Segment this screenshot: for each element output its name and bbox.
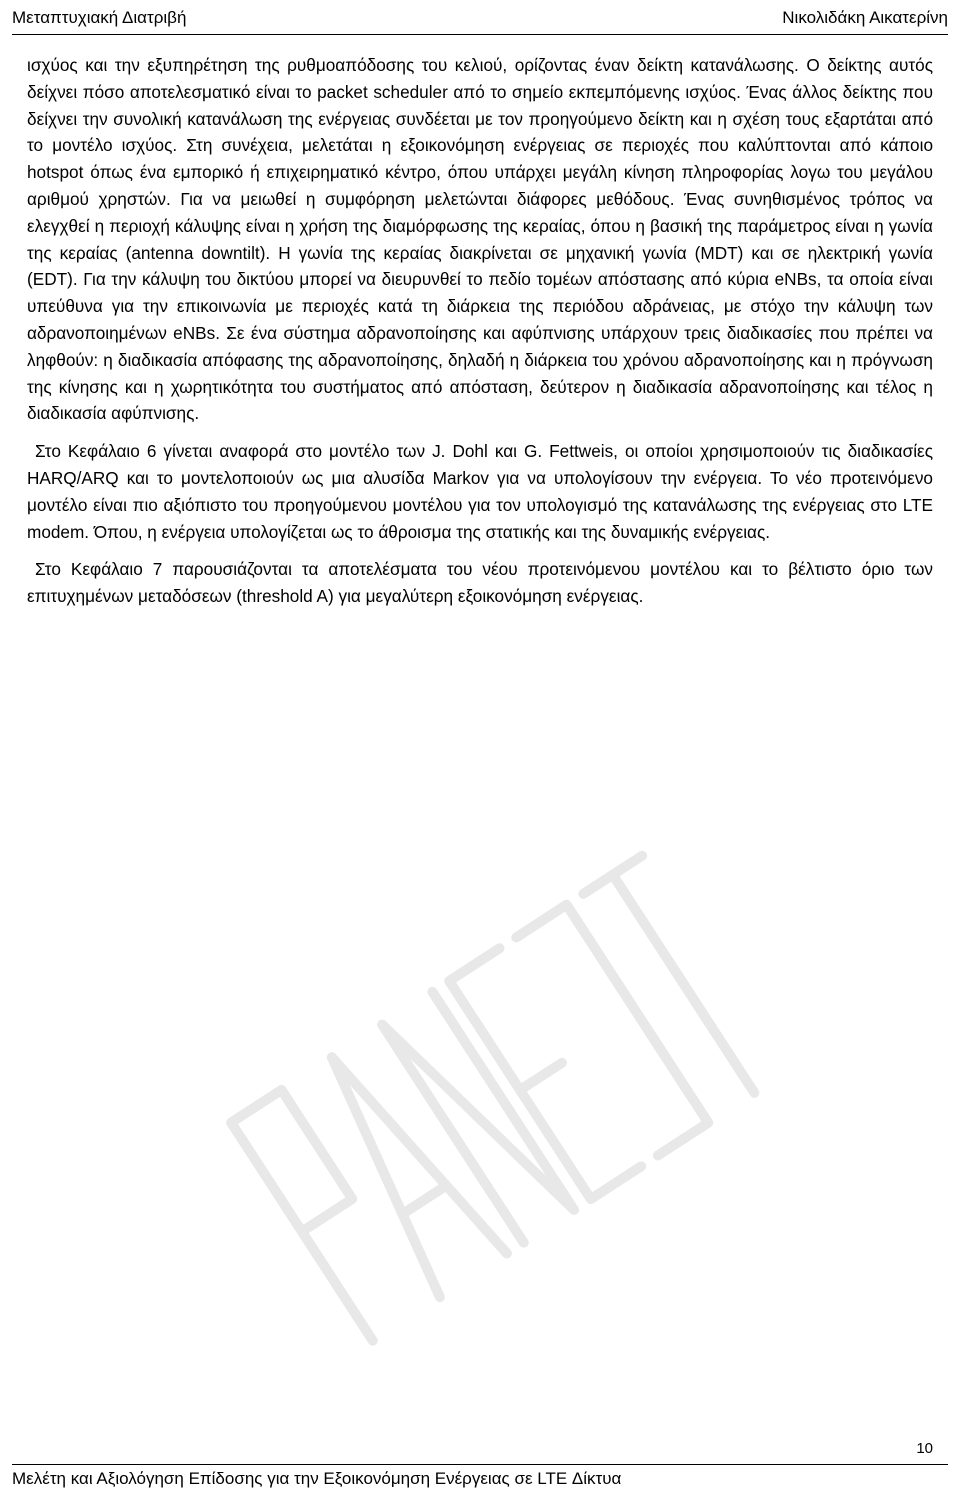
header-author-name: Νικολιδάκη Αικατερίνη bbox=[782, 8, 948, 27]
page-footer: Μελέτη και Αξιολόγηση Επίδοσης για την Εξοικονόμηση Ενέργειας σε LTE Δίκτυα bbox=[12, 1464, 948, 1489]
paragraph-2: Στο Κεφάλαιο 6 γίνεται αναφορά στο μοντέλο των J. Dohl και G. Fettweis, οι οποίοι χρησιμοποιούν τις διαδικασίες HARQ/ARQ και το μοντελοποιούν ως μια αλυσίδα Markov για να υπολογίσουν την ενέργεια. Το νέο προτεινόμενο μοντέλο είναι πιο αξιόπιστο του προηγούμενου μοντέλου για τον υπολογισμό της κατανάλωσης της ενέργειας στο LTE modem. Όπου, η ενέργεια υπολογίζεται ως το άθροισμα της στατικής και της δυναμικής ενέργειας. bbox=[27, 441, 933, 542]
page-header bbox=[12, 8, 948, 35]
paragraph-3: Στο Κεφάλαιο 7 παρουσιάζονται τα αποτελέσματα του νέου προτεινόμενου μοντέλου και το βέλτιστο όριο των επιτυχημένων μεταδόσεων (threshold A) για μεγαλύτερη εξοικονόμηση ενέργειας. bbox=[27, 559, 933, 607]
paragraph-1: ισχύος και την εξυπηρέτηση της ρυθμοαπόδοσης του κελιού, ορίζοντας έναν δείκτη κατανάλωσης. Ο δείκτης αυτός δείχνει πόσο αποτελεσματικό είναι το packet scheduler από το σημείο εκπεμπόμενης ισχύος. Ένας άλλος δείκτης που δείχνει την συνολική κατανάλωση της ενέργειας συνδέεται με τον προηγούμενο δείκτη και η σχέση τους εξαρτάται από το μοντέλο ισχύος. Στη συνέχεια, μελετάται η εξοικονόμηση ενέργειας σε περιοχές που καλύπτονται από κάποιο hotspot όπως ένα εμπορικό ή επιχειρηματικό κέντρο, όπου υπάρχει μεγάλη κίνηση πληροφορίας λογω του μεγάλου αριθμού χρηστών. Για να μειωθεί η συμφόρηση μελετώνται διάφορες μεθόδους. Ένας συνηθισμένος τρόπος να ελεγχθεί η περιοχή κάλυψης είναι η χρήση της διαμόρφωσης της κεραίας, όπου η βασική της παράμετρος είναι η γωνία της κεραίας (antenna downtilt). Η γωνία της κεραίας διακρίνεται σε μηχανική γωνία (MDT) και σε ηλεκτρική γωνία (EDT). Για την κάλυψη του δικτύου μπορεί να διευρυνθεί το πεδίο τομέων απόστασης από κύρια eNBs, τα οποία είναι υπεύθυνα για την επικοινωνία με περιοχές κατά τη διάρκεια της περιόδου αδράνειας, με στόχο την κάλυψη των αδρανοποιημένων eNBs. Σε ένα σύστημα αδρανοποίησης και αφύπνισης υπάρχουν τρεις διαδικασίες που πρέπει να ληφθούν: η διαδικασία απόφασης της αδρανοποίησης, δηλαδή η διάρκεια του χρόνου αδρανοποίησης και η πρόγνωση της κίνησης και η χωρητικότητα του συστήματος από απόσταση, δεύτερον η διαδικασία αδρανοποίησης και τέλος η διαδικασία αφύπνισης. bbox=[27, 55, 933, 424]
page-number: 10 bbox=[916, 1440, 933, 1457]
university-watermark bbox=[182, 778, 859, 1402]
body-text bbox=[27, 52, 933, 621]
header-thesis-type: Μεταπτυχιακή Διατριβή bbox=[12, 8, 187, 27]
